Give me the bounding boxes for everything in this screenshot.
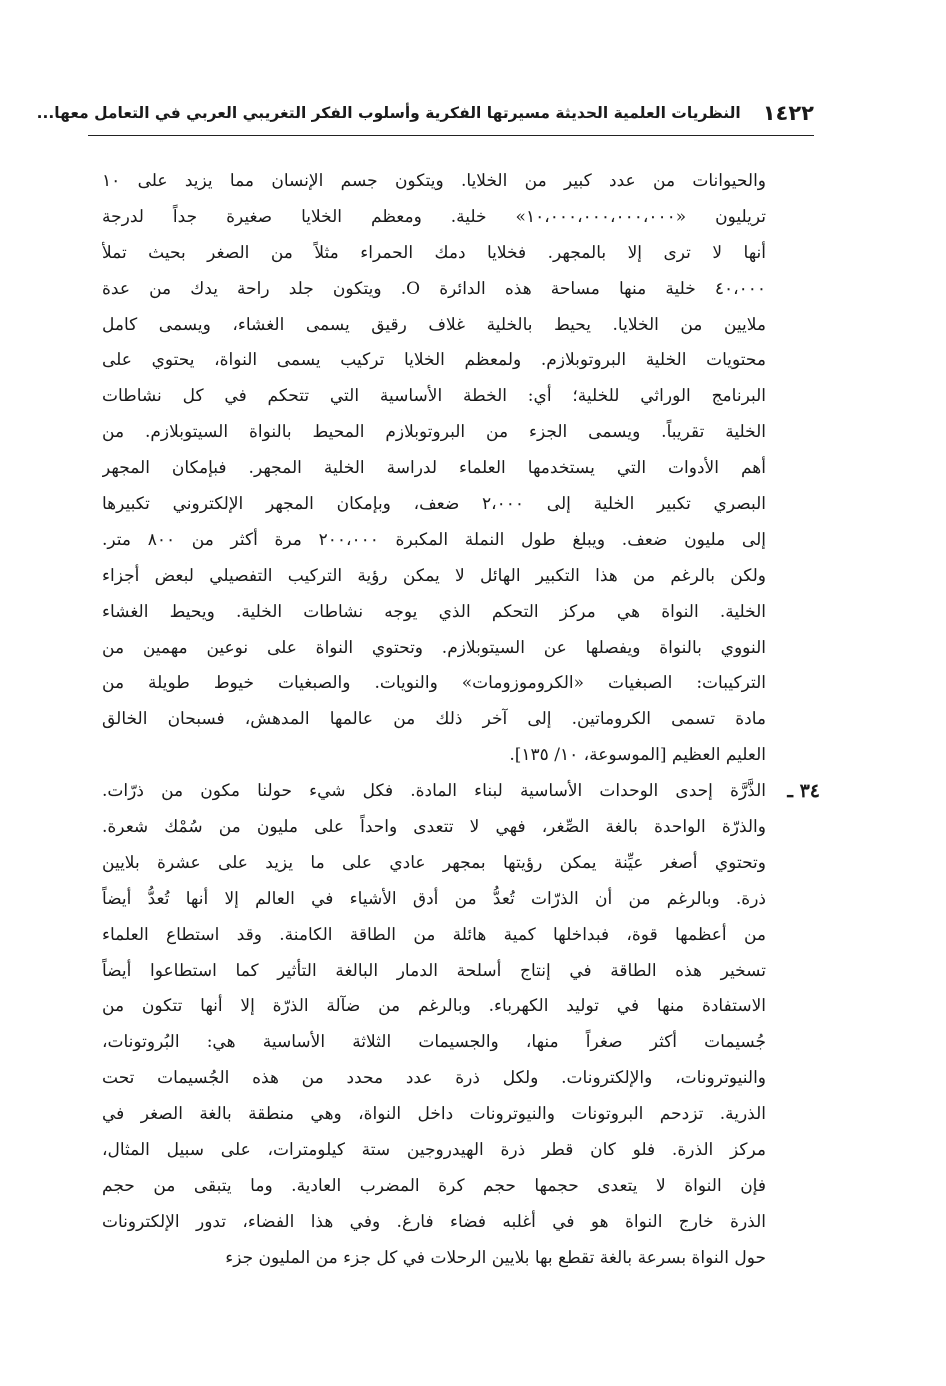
cell-text-line: محتويات الخلية البروتوبلازم. ولمعظم الخلايا تركيب يسمى النواة، يحتوي على [102,350,766,371]
atom-text-line: الاستفادة منها في توليد الكهرباء. وبالرغم من ضآلة الذرّة إلا أنها تتكون من [102,996,766,1017]
cell-text-line: أهم الأدوات التي يستخدمها العلماء لدراسة الخلية المجهر. فبإمكان المجهر [102,458,766,479]
item-number-34: ٣٤ ـ [787,780,820,802]
cell-text-line: تريليون «١٠،٠٠٠،٠٠٠،٠٠٠،٠٠٠» خلية. ومعظم الخلايا صغيرة جداً لدرجة [102,206,766,227]
cell-text-line: والحيوانات من عدد كبير من الخلايا. ويتكون جسم الإنسان مما يزيد على ١٠ [102,171,766,191]
cell-text-line: النووي بالنواة ويفصلها عن السيتوبلازم. وتحتوي النواة على نوعين مهمين من [102,637,766,658]
header-divider [88,135,814,136]
atom-text-line: مركز الذرة. فلو كان قطر ذرة الهيدروجين ستة كيلومترات، على سبيل المثال، [102,1140,766,1161]
atom-text-line: فإن النواة لا يتعدى حجمها حجم كرة المضرب العادية. وما يتبقى من حجم [102,1175,766,1196]
cell-text-line: الخلية. النواة هي مركز التحكم الذي يوجه نشاطات الخلية. ويحيط الغشاء [102,601,766,622]
atom-text-line: الذَّرَّة إحدى الوحدات الأساسية لبناء المادة. فكل شيء حولنا مكون من ذرّات. [102,781,766,802]
atom-text-line: جُسيمات أكثر صغراً منها، والجسيمات الثلاثة الأساسية هي: البُروتونات، [102,1032,766,1053]
cell-text-line: البصري تكبير الخلية إلى ٢،٠٠٠ ضعف، وبإمكان المجهر الإلكتروني تكبيرها [102,494,766,515]
paragraph-cell-description [102,164,766,774]
cell-text-line: الخلية تقريباً. ويسمى الجزء من البروتوبلازم المحيط بالنواة السيتوبلازم. من [102,422,766,443]
atom-text-line: الذرة خارج النواة هو في أغلبه فضاء فارغ. وفي هذا الفضاء، تدور الإلكترونات [102,1211,766,1232]
atom-text-line: من أعظمها قوة، فبداخلها كمية هائلة من الطاقة الكامنة. وقد استطاع العلماء [102,924,766,945]
atom-text-line: والذرّة الواحدة بالغة الصِّغر، فهي لا تتعدى واحداً على مليون من سُمْك شعرة. [102,817,766,838]
body-text [102,164,766,1277]
page-header [36,96,814,130]
atom-text-line: تسخير هذه الطاقة في إنتاج أسلحة الدمار البالغة التأثير كما استطاعوا أيضاً [102,960,766,981]
atom-text-line: الذرية. تزدحم البروتونات والنيوترونات داخل النواة، وهي منطقة بالغة الصغر في [102,1104,766,1125]
page-number: ١٤٢٢ [762,101,814,125]
cell-text-line: البرنامج الوراثي للخلية؛ أي: الخطة الأساسية التي تتحكم في كل نشاطات [102,386,766,407]
running-title: النظريات العلمية الحديثة مسيرتها الفكرية وأسلوب الفكر التغريبي العربي في التعامل معها... [36,104,741,122]
cell-text-line: أنها لا ترى إلا بالمجهر. فخلايا دمك الحمراء مثلاً من الصغر بحيث تملأ [102,242,766,263]
cell-text-line: ملايين من الخلايا. يحيط بالخلية غلاف رقيق يسمى الغشاء، ويسمى كامل [102,314,766,335]
cell-text-line: مادة تسمى الكروماتين. إلى آخر ذلك من عالمها المدهش، فسبحان الخالق [102,709,766,730]
cell-text-line: ٤٠،٠٠٠ خلية منها مساحة هذه الدائرة O. ويتكون جلد راحة يدك من عدة [102,278,766,299]
atom-text-line: ذرة. وبالرغم من أن الذرّات تُعدُّ من أدق الأشياء في العالم إلا أنها تُعدُّ أيضاً [102,888,766,909]
atom-text-line: والنيوترونات، والإلكترونات. ولكل ذرة عدد محدد من هذه الجُسيمات تحت [102,1068,766,1089]
paragraph-atom-item [102,774,766,1276]
atom-text-line: وتحتوي أصغر عيِّنة يمكن رؤيتها بمجهر عادي على ما يزيد على عشرة بلايين [102,852,766,873]
cell-text-line: العليم العظيم [الموسوعة، ١٠/ ١٣٥]. [509,745,766,766]
cell-text-line: ولكن بالرغم من هذا التكبير الهائل لا يمكن رؤية التركيب التفصيلي لبعض أجزاء [102,565,766,586]
atom-text-line: حول النواة بسرعة بالغة تقطع بها بلايين الرحلات في كل جزء من المليون جزء [225,1247,766,1268]
cell-text-line: إلى مليون ضعف. ويبلغ طول النملة المكبرة ٢٠٠،٠٠٠ مرة أكثر من ٨٠٠ متر. [102,529,766,550]
cell-text-line: التركيبات: الصبغيات «الكروموزومات» والنويات. والصبغيات خيوط طويلة من [102,673,766,694]
